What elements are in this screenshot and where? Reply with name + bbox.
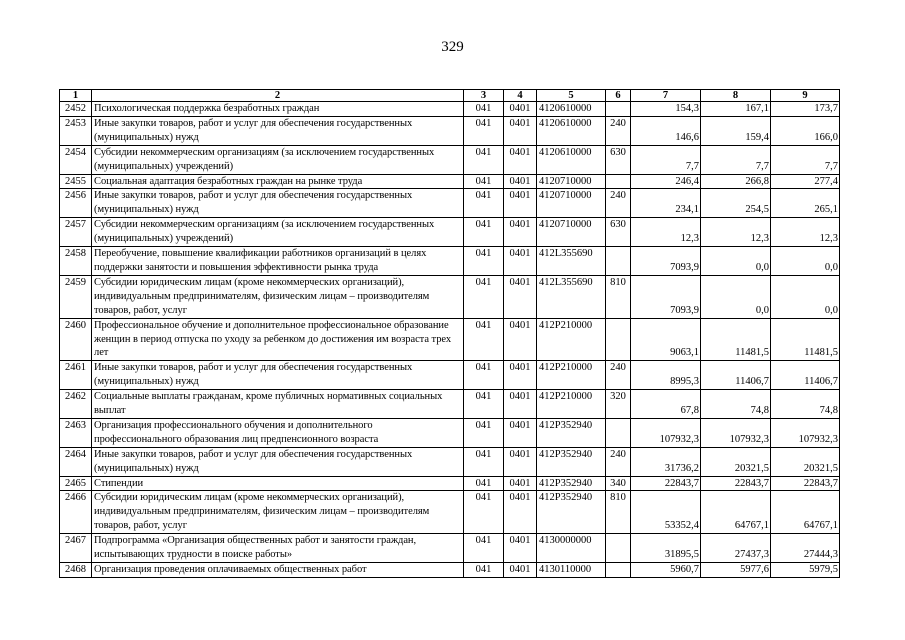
amount-col-7: 9063,1 (631, 318, 701, 361)
amount-col-8: 11481,5 (701, 318, 771, 361)
item-name: Субсидии некоммерческим организациям (за исключением государственных (муниципальных) учреждений) (92, 145, 464, 174)
target-article-code: 412P210000 (537, 390, 606, 419)
amount-col-8: 0,0 (701, 275, 771, 318)
table-row (60, 145, 840, 174)
section-code: 0401 (504, 247, 537, 276)
ministry-code: 041 (464, 361, 504, 390)
ministry-code: 041 (464, 218, 504, 247)
target-article-code: 412P352940 (537, 476, 606, 491)
row-number: 2456 (60, 189, 92, 218)
section-code: 0401 (504, 102, 537, 117)
expense-type-code (606, 247, 631, 276)
target-article-code: 412L355690 (537, 247, 606, 276)
ministry-code: 041 (464, 390, 504, 419)
table-row (60, 563, 840, 578)
header-row (60, 90, 840, 102)
expense-type-code: 340 (606, 476, 631, 491)
section-code: 0401 (504, 189, 537, 218)
header-col-6: 6 (606, 90, 631, 102)
target-article-code: 412P210000 (537, 318, 606, 361)
amount-col-9: 107932,3 (771, 418, 840, 447)
amount-col-9: 7,7 (771, 145, 840, 174)
item-name: Стипендии (92, 476, 464, 491)
item-name: Субсидии юридическим лицам (кроме некоммерческих организаций), индивидуальным предпринимателям, физическим лицам – производителям товаров, работ, услуг (92, 491, 464, 534)
target-article-code: 4120710000 (537, 189, 606, 218)
row-number: 2460 (60, 318, 92, 361)
table-row (60, 275, 840, 318)
amount-col-9: 20321,5 (771, 447, 840, 476)
amount-col-9: 166,0 (771, 116, 840, 145)
amount-col-9: 11481,5 (771, 318, 840, 361)
target-article-code: 412L355690 (537, 275, 606, 318)
table-row (60, 476, 840, 491)
amount-col-7: 154,3 (631, 102, 701, 117)
header-col-3: 3 (464, 90, 504, 102)
amount-col-8: 27437,3 (701, 534, 771, 563)
amount-col-9: 265,1 (771, 189, 840, 218)
section-code: 0401 (504, 174, 537, 189)
expense-type-code (606, 102, 631, 117)
expense-type-code: 240 (606, 361, 631, 390)
row-number: 2462 (60, 390, 92, 419)
row-number: 2452 (60, 102, 92, 117)
section-code: 0401 (504, 447, 537, 476)
ministry-code: 041 (464, 534, 504, 563)
expense-type-code: 240 (606, 116, 631, 145)
amount-col-9: 0,0 (771, 275, 840, 318)
amount-col-8: 266,8 (701, 174, 771, 189)
amount-col-7: 8995,3 (631, 361, 701, 390)
item-name: Иные закупки товаров, работ и услуг для обеспечения государственных (муниципальных) нужд (92, 189, 464, 218)
amount-col-9: 0,0 (771, 247, 840, 276)
item-name: Подпрограмма «Организация общественных работ и занятости граждан, испытывающих трудности в поиске работы» (92, 534, 464, 563)
amount-col-8: 74,8 (701, 390, 771, 419)
amount-col-7: 234,1 (631, 189, 701, 218)
expense-type-code (606, 318, 631, 361)
item-name: Профессиональное обучение и дополнительное профессиональное образование женщин в период отпуска по уходу за ребенком до достижения им возраста трех лет (92, 318, 464, 361)
target-article-code: 412P352940 (537, 491, 606, 534)
expense-type-code (606, 534, 631, 563)
table-row (60, 174, 840, 189)
target-article-code: 412P352940 (537, 447, 606, 476)
target-article-code: 4120610000 (537, 145, 606, 174)
expense-type-code: 630 (606, 145, 631, 174)
item-name: Социальные выплаты гражданам, кроме публичных нормативных социальных выплат (92, 390, 464, 419)
section-code: 0401 (504, 145, 537, 174)
item-name: Переобучение, повышение квалификации работников организаций в целях поддержки занятости и повышения эффективности рынка труда (92, 247, 464, 276)
row-number: 2458 (60, 247, 92, 276)
ministry-code: 041 (464, 102, 504, 117)
amount-col-7: 31736,2 (631, 447, 701, 476)
amount-col-7: 12,3 (631, 218, 701, 247)
row-number: 2464 (60, 447, 92, 476)
page-number: 329 (441, 39, 464, 55)
header-col-4: 4 (504, 90, 537, 102)
header-col-5: 5 (537, 90, 606, 102)
amount-col-7: 22843,7 (631, 476, 701, 491)
row-number: 2467 (60, 534, 92, 563)
header-col-7: 7 (631, 90, 701, 102)
item-name: Субсидии некоммерческим организациям (за исключением государственных (муниципальных) учреждений) (92, 218, 464, 247)
item-name: Социальная адаптация безработных граждан на рынке труда (92, 174, 464, 189)
expense-type-code: 240 (606, 447, 631, 476)
item-name: Субсидии юридическим лицам (кроме некоммерческих организаций), индивидуальным предпринимателям, физическим лицам – производителям товаров, работ, услуг (92, 275, 464, 318)
section-code: 0401 (504, 534, 537, 563)
amount-col-9: 22843,7 (771, 476, 840, 491)
row-number: 2466 (60, 491, 92, 534)
target-article-code: 4130000000 (537, 534, 606, 563)
expense-type-code: 630 (606, 218, 631, 247)
expense-type-code: 240 (606, 189, 631, 218)
amount-col-9: 27444,3 (771, 534, 840, 563)
row-number: 2454 (60, 145, 92, 174)
amount-col-8: 64767,1 (701, 491, 771, 534)
ministry-code: 041 (464, 247, 504, 276)
amount-col-9: 64767,1 (771, 491, 840, 534)
amount-col-8: 7,7 (701, 145, 771, 174)
row-number: 2459 (60, 275, 92, 318)
ministry-code: 041 (464, 563, 504, 578)
ministry-code: 041 (464, 116, 504, 145)
ministry-code: 041 (464, 318, 504, 361)
expense-type-code: 810 (606, 491, 631, 534)
table-body (60, 102, 840, 578)
target-article-code: 4120610000 (537, 102, 606, 117)
section-code: 0401 (504, 275, 537, 318)
table-row (60, 318, 840, 361)
amount-col-7: 7,7 (631, 145, 701, 174)
amount-col-9: 5979,5 (771, 563, 840, 578)
item-name: Организация профессионального обучения и дополнительного профессионального образования лиц предпенсионного возраста (92, 418, 464, 447)
section-code: 0401 (504, 418, 537, 447)
expense-type-code: 810 (606, 275, 631, 318)
ministry-code: 041 (464, 189, 504, 218)
item-name: Иные закупки товаров, работ и услуг для обеспечения государственных (муниципальных) нужд (92, 116, 464, 145)
item-name: Психологическая поддержка безработных граждан (92, 102, 464, 117)
amount-col-8: 5977,6 (701, 563, 771, 578)
amount-col-7: 53352,4 (631, 491, 701, 534)
target-article-code: 4130110000 (537, 563, 606, 578)
table-row (60, 102, 840, 117)
ministry-code: 041 (464, 476, 504, 491)
item-name: Иные закупки товаров, работ и услуг для обеспечения государственных (муниципальных) нужд (92, 447, 464, 476)
row-number: 2457 (60, 218, 92, 247)
row-number: 2465 (60, 476, 92, 491)
table-row (60, 361, 840, 390)
section-code: 0401 (504, 318, 537, 361)
amount-col-8: 12,3 (701, 218, 771, 247)
amount-col-8: 22843,7 (701, 476, 771, 491)
header-col-9: 9 (771, 90, 840, 102)
amount-col-9: 173,7 (771, 102, 840, 117)
amount-col-8: 167,1 (701, 102, 771, 117)
table-row (60, 491, 840, 534)
amount-col-7: 146,6 (631, 116, 701, 145)
header-col-1: 1 (60, 90, 92, 102)
table-row (60, 447, 840, 476)
ministry-code: 041 (464, 145, 504, 174)
expense-type-code: 320 (606, 390, 631, 419)
table-row (60, 218, 840, 247)
header-col-8: 8 (701, 90, 771, 102)
row-number: 2463 (60, 418, 92, 447)
target-article-code: 4120610000 (537, 116, 606, 145)
item-name: Иные закупки товаров, работ и услуг для обеспечения государственных (муниципальных) нужд (92, 361, 464, 390)
amount-col-9: 12,3 (771, 218, 840, 247)
row-number: 2455 (60, 174, 92, 189)
amount-col-8: 11406,7 (701, 361, 771, 390)
section-code: 0401 (504, 476, 537, 491)
amount-col-7: 7093,9 (631, 247, 701, 276)
target-article-code: 4120710000 (537, 174, 606, 189)
target-article-code: 4120710000 (537, 218, 606, 247)
amount-col-9: 277,4 (771, 174, 840, 189)
budget-table (59, 89, 840, 578)
amount-col-7: 246,4 (631, 174, 701, 189)
ministry-code: 041 (464, 275, 504, 318)
section-code: 0401 (504, 116, 537, 145)
expense-type-code (606, 563, 631, 578)
ministry-code: 041 (464, 174, 504, 189)
amount-col-7: 7093,9 (631, 275, 701, 318)
amount-col-7: 107932,3 (631, 418, 701, 447)
table-row (60, 534, 840, 563)
ministry-code: 041 (464, 447, 504, 476)
expense-type-code (606, 418, 631, 447)
ministry-code: 041 (464, 491, 504, 534)
amount-col-7: 31895,5 (631, 534, 701, 563)
amount-col-8: 0,0 (701, 247, 771, 276)
table-row (60, 247, 840, 276)
target-article-code: 412P352940 (537, 418, 606, 447)
header-col-2: 2 (92, 90, 464, 102)
section-code: 0401 (504, 390, 537, 419)
expense-type-code (606, 174, 631, 189)
section-code: 0401 (504, 361, 537, 390)
amount-col-7: 67,8 (631, 390, 701, 419)
amount-col-8: 159,4 (701, 116, 771, 145)
amount-col-7: 5960,7 (631, 563, 701, 578)
item-name: Организация проведения оплачиваемых общественных работ (92, 563, 464, 578)
table-row (60, 418, 840, 447)
amount-col-9: 11406,7 (771, 361, 840, 390)
row-number: 2468 (60, 563, 92, 578)
section-code: 0401 (504, 218, 537, 247)
ministry-code: 041 (464, 418, 504, 447)
amount-col-8: 107932,3 (701, 418, 771, 447)
table-row (60, 390, 840, 419)
target-article-code: 412P210000 (537, 361, 606, 390)
amount-col-8: 20321,5 (701, 447, 771, 476)
amount-col-8: 254,5 (701, 189, 771, 218)
row-number: 2453 (60, 116, 92, 145)
table-row (60, 116, 840, 145)
section-code: 0401 (504, 491, 537, 534)
table-row (60, 189, 840, 218)
section-code: 0401 (504, 563, 537, 578)
row-number: 2461 (60, 361, 92, 390)
amount-col-9: 74,8 (771, 390, 840, 419)
